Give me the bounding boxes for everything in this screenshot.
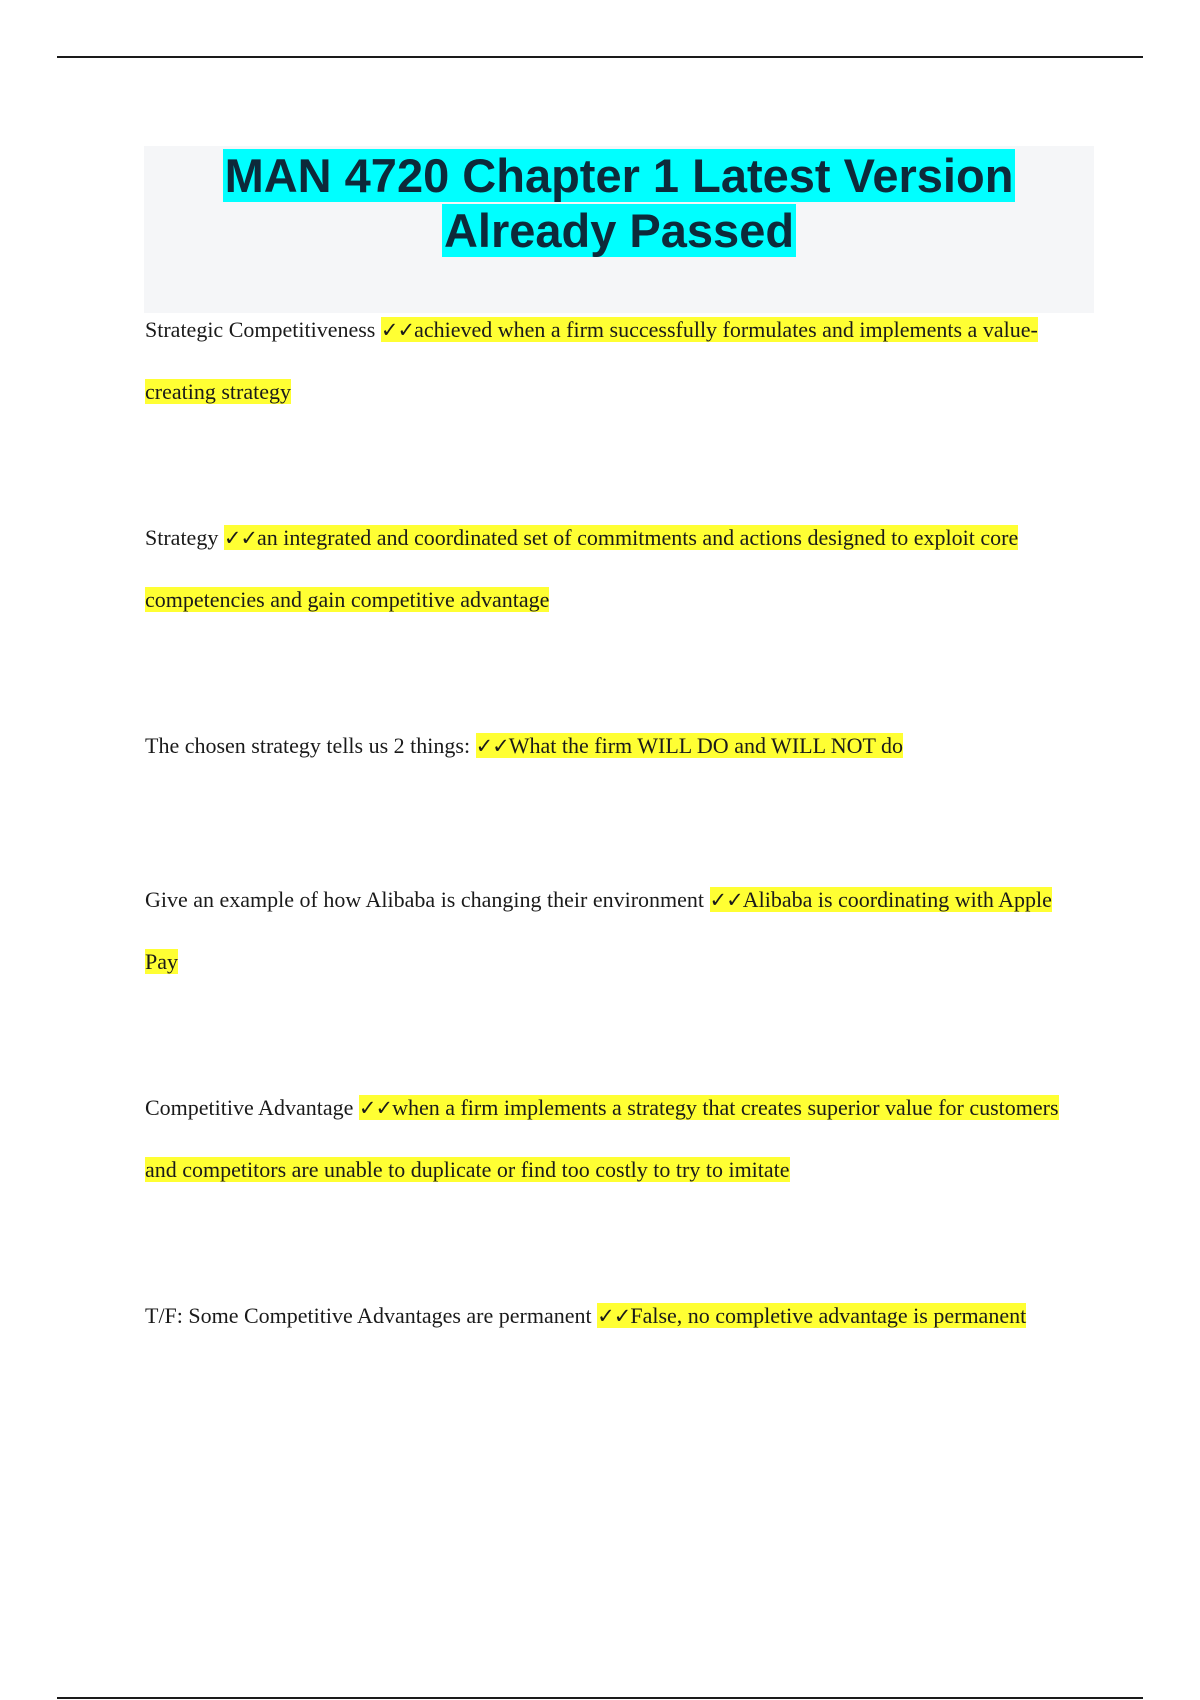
title-line-1: MAN 4720 Chapter 1 Latest Version (224, 149, 1014, 202)
check-marks-icon: ✓✓ (475, 734, 509, 758)
entry-term: Strategy (145, 525, 219, 550)
entry-term: The chosen strategy tells us 2 things: (145, 733, 471, 758)
entry-answer: What the firm WILL DO and WILL NOT do (508, 733, 904, 758)
qa-entry (145, 299, 1090, 422)
entry-answer: False, no completive advantage is permanent (630, 1303, 1027, 1328)
qa-entry (145, 869, 1090, 992)
check-marks-icon: ✓✓ (709, 888, 743, 912)
qa-entry (145, 507, 1090, 630)
document-title (144, 148, 1094, 258)
title-line-2: Already Passed (443, 204, 795, 257)
check-marks-icon: ✓✓ (597, 1304, 631, 1328)
check-marks-icon: ✓✓ (380, 318, 415, 342)
check-marks-icon: ✓✓ (223, 526, 258, 550)
header-rule (57, 56, 1143, 58)
entry-term: Strategic Competitiveness (145, 317, 376, 342)
qa-entry (145, 1077, 1090, 1200)
entry-term: Competitive Advantage (145, 1095, 354, 1120)
entry-answer: Alibaba is coordinating with Apple Pay (145, 887, 1052, 974)
check-marks-icon: ✓✓ (358, 1096, 393, 1120)
footer-rule (57, 1697, 1143, 1699)
entry-answer: an integrated and coordinated set of commitments and actions designed to exploit core competencies and gain competitive advantage (145, 525, 1019, 612)
qa-entry (145, 1285, 1090, 1347)
entry-term: Give an example of how Alibaba is changing their environment (145, 887, 705, 912)
entry-term: T/F: Some Competitive Advantages are permanent (145, 1303, 592, 1328)
qa-entry (145, 715, 1090, 777)
entry-answer: when a firm implements a strategy that creates superior value for customers and competitors are unable to duplicate or find too costly to try to imitate (145, 1095, 1059, 1182)
entry-answer: achieved when a firm successfully formulates and implements a value-creating strategy (145, 317, 1038, 404)
